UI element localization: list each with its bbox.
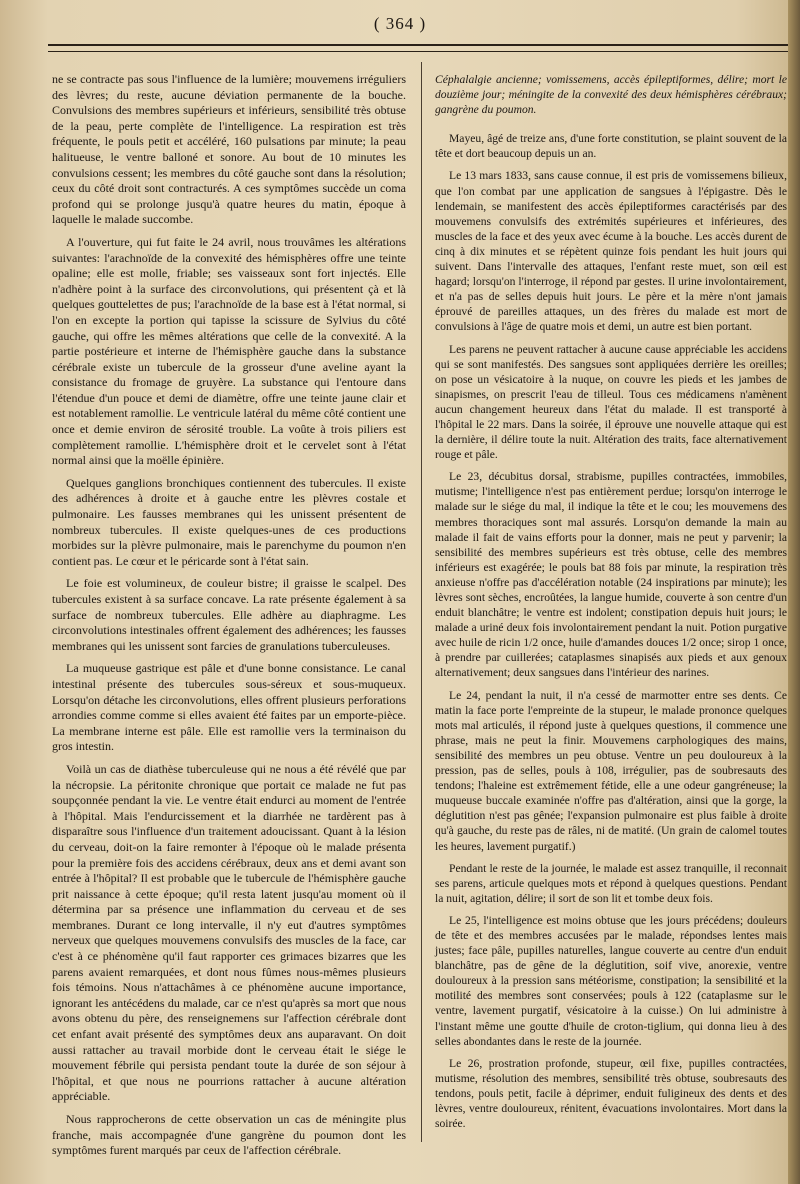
right-paragraph-8: Le 26, prostration profonde, stupeur, œil fixe, pupilles contractées, mutisme, résolution des membres, sensibilité très obtuse, soubresauts des tendons, pouls petit, facile à déprimer, enduit fuligineux des dents et des lèvres, ventre douloureux, rénitent, évacuations involontaires. Mort dans la soirée. <box>435 1056 787 1131</box>
case-summary: Céphalalgie ancienne; vomissemens, accès épileptiformes, délire; mort le douzième jour; méningite de la convexité des deux hémisphères cérébraux; gangrène du poumon. <box>435 73 787 117</box>
left-paragraph-2: A l'ouverture, qui fut faite le 24 avril, nous trouvâmes les altérations suivantes: l'arachnoïde de la convexité des hémisphères offre une teinte opaline; elle est molle, friable; ses vaisseaux sont fort injectés. Elle n'adhère point à la surface des circonvolutions, qui présentent çà et là quelques gouttelettes de pus; l'arachnoïde de la base est à l'état normal, si l'on en excepte la portion qui tapisse la scissure de Sylvius du côté gauche, qui offre les mêmes altérations que celle de la convexité. A la partie postérieure et interne de l'hémisphère gauche dans la substance cérébrale existe un tubercule de la grosseur d'une aveline ayant la consistance du fromage de gruyère. La substance qui l'entoure dans l'étendue d'un pouce et demi de diamètre, offre une teinte jaune clair et est notablement ramollie. Le ventricule latéral du même côté contient une once et demie environ de sérosité trouble. La voûte à trois piliers est complètement ramollie. L'hémisphère droit et le cervelet sont à l'état normal ainsi que la moëlle épinière. <box>52 234 406 468</box>
header-rule <box>48 44 788 52</box>
page-edge <box>788 0 800 1184</box>
left-paragraph-5: La muqueuse gastrique est pâle et d'une bonne consistance. Le canal intestinal présente des tubercules sous-séreux et sous-muqueux. Lorsqu'on détache les circonvolutions, elles offrent plusieurs perforations arrondies comme comme si elles avaient été faites par un emporte-pièce. La membrane interne est pâle. Elle est ramollie vers la terminaison du gros intestin. <box>52 661 406 754</box>
left-column <box>52 72 406 1166</box>
right-paragraph-5: Le 24, pendant la nuit, il n'a cessé de marmotter entre ses dents. Ce matin la face porte l'empreinte de la stupeur, le malade prononce quelques mots mal articulés, il répond juste à quelques questions, il commence une phrase, mais ne peut la finir. Mouvemens carphologiques des mains, sensibilité des membres un peu obtuse. Ventre un peu douloureux à la pression, pas de selles, pouls à 108, irrégulier, pas de soubresauts des tendons; l'haleine est extrêmement fétide, elle a une odeur gangréneuse; la muqueuse buccale examinée n'offre pas d'altération, ainsi que la gorge, la déglutition n'est pas gênée; l'expansion pulmonaire est plus faible à droite qu'à gauche, du reste pas de râles, ni de matité. (Un grain de calomel toutes les heures, lavement purgatif.) <box>435 688 787 853</box>
right-paragraph-4: Le 23, décubitus dorsal, strabisme, pupilles contractées, immobiles, mutisme; l'intelligence n'est pas entièrement perdue; lorsqu'on interroge le malade sur le siége du mal, il indique la tête et le cou; les mouvemens des membres thoraciques sont mal assurés. Lorsqu'on demande la main au malade il fait de vains efforts pour la donner, mais ne peut y parvenir; la sensibilité des membres supérieurs est très obtuse, celle des membres inférieurs est exagérée; le pouls bat 88 fois par minute, la respiration très anxieuse n'offre pas d'accélération notable (24 inspirations par minute); les lèvres sont sèches, encroûtées, la langue humide, couverte à son centre d'un enduit blanchâtre; le ventre est indolent; constipation depuis huit jours; le malade a uriné deux fois involontairement pendant la nuit. Potion purgative avec huile de ricin 1/2 once, huile d'amandes douces 1/2 once; sirop 1 once, à prendre par cuillerées; cataplasmes sinapisés aux pieds et aux genoux alternativement; deux sangsues dans l'intérieur des narines. <box>435 470 787 680</box>
left-paragraph-1: ne se contracte pas sous l'influence de la lumière; mouvemens irréguliers des lèvres; du reste, aucune déviation permanente de la bouche. Convulsions des membres supérieurs et inférieurs, sensibilité très obtuse de la peau, perte complète de l'intelligence. La respiration est très fréquente, le pouls petit et accéléré, 160 pulsations par minute; la peau halitueuse, le ventre balloné et sonore. Au bout de 10 minutes les convulsions cessent; les membres du côté gauche sont dans la résolution; ceux du côté droit sont contracturés. A ces symptômes succède un coma profond qui se prolonge jusqu'à quatre heures du matin, époque à laquelle le malade succombe. <box>52 72 406 227</box>
page-number-header: ( 364 ) <box>373 14 427 33</box>
column-divider <box>421 62 422 1142</box>
left-paragraph-7: Nous rapprocherons de cette observation un cas de méningite plus franche, mais accompagnée d'une gangrène du poumon dont les symptômes furent marqués par ceux de l'affection cérébrale. <box>52 1112 406 1158</box>
right-paragraph-6: Pendant le reste de la journée, le malade est assez tranquille, il reconnait ses parens, articule quelques mots et répond à quelques questions. Pendant la nuit, agitation, délire; il sort de son lit et tombe deux fois. <box>435 861 787 905</box>
left-paragraph-4: Le foie est volumineux, de couleur bistre; il graisse le scalpel. Des tubercules existent à sa surface concave. La rate présente également à sa surface de nombreux tubercules. Elle adhère au diaphragme. Les circonvolutions intestinales offrent également des adhérences; les fausses membranes qui les unissent sont farcies de granulations tuberculeuses. <box>52 576 406 653</box>
right-paragraph-1: Mayeu, âgé de treize ans, d'une forte constitution, se plaint souvent de la tête et dort beaucoup depuis un an. <box>435 132 787 161</box>
right-paragraph-3: Les parens ne peuvent rattacher à aucune cause appréciable les accidens qui se sont manifestés. Des sangsues sont appliquées derrière les oreilles; on pose un vésicatoire à la nuque, on couvre les pieds et les jambes de sinapismes, on prescrit l'eau de tilleul. Tous ces médicamens n'amènent aucun changement heureux dans l'état du malade. Il est transporté à l'hôpital le 22 mars. Dans la soirée, il éprouve une nouvelle attaque qui est la dernière, il délire toute la nuit. Altération des traits, face alternativement rouge et pâle. <box>435 342 787 462</box>
right-paragraph-7: Le 25, l'intelligence est moins obtuse que les jours précédens; douleurs de tête et des membres accusées par le malade, répondses lentes mais justes; face pâle, pupilles naturelles, langue couverte au centre d'un enduit blanchâtre, pas de gêne de la déglutition, soif vive, anorexie, ventre douloureux à la pression sans météorisme, constipation; la sensibilité et la motilité des membres sont conservées; pouls à 122 (cataplasme sur le ventre, lavement purgatif, vésicatoire à la cuisse.) On lui administre à l'instant même une goutte d'huile de croton-tiglium, qui donna lieu à des selles abondantes dans le reste de la journée. <box>435 913 787 1048</box>
left-paragraph-3: Quelques ganglions bronchiques contiennent des tubercules. Il existe des adhérences à droite et à gauche entre les plèvres costale et pulmonaire. Les fausses membranes qui les unissent présentent de nombreux tubercules. Il existe quelques-unes de ces productions morbides sur la plèvre pulmonaire, mais le parenchyme du poumon n'en contient pas. Le cœur et le péricarde sont à l'état sain. <box>52 475 406 568</box>
right-paragraph-2: Le 13 mars 1833, sans cause connue, il est pris de vomissemens bilieux, que l'on combat par une application de sangsues à l'épigastre. Dès le lendemain, se manifestent des accès épileptiformes caractérisés par des mouvemens convulsifs des extrémités supérieures et inférieures, des muscles de la face et des yeux avec écume à la bouche. Les accès durent de cinq à dix minutes et se répètent quinze fois pendant les huit jours qui suivent. Dans l'intervalle des attaques, l'enfant reste muet, son œil est hagard; lorsqu'on l'interroge, il répond par gestes. Il urine involontairement, et n'a pas de selles depuis huit jours. Le père et la mère n'ont jamais éprouvé de pareilles attaques, un des frères du malade est mort de convulsions à l'âge de quatre mois et demi, un autre est bien portant. <box>435 169 787 334</box>
left-paragraph-6: Voilà un cas de diathèse tuberculeuse qui ne nous a été révélé que par la nécropsie. La péritonite chronique que portait ce malade ne fut pas soupçonnée pendant la vie. Le ventre était endurci au moment de l'entrée à l'hôpital. Mais l'endurcissement et la diarrhée ne tardèrent pas à disparaître sous l'influence d'un traitement adoucissant. Quant à la lésion du cerveau, doit-on la faire remonter à l'époque où le malade présenta pour la première fois des accidens cérébraux, deux ans et demi avant son entrée à l'hôpital? Il est probable que le tubercule de l'hémisphère gauche prit naissance à cette époque; qu'il resta latent jusqu'au moment où il détermina par sa présence une inflammation du cerveau et de ses membranes. Durant ce long intervalle, il n'y eut d'autres symptômes nerveux que quelques mouvemens convulsifs des muscles de la face, car c'est à ce phénomène qu'il faut rapporter ces grimaces bizarres que les parens avaient remarquées, et dont nous fûmes nous-mêmes plusieurs fois témoins. Nous n'attachâmes à ce phénomène aucune importance, ignorant les antécédens du malade, car ce n'est qu'après sa mort que nous avons obtenu du père, des renseignemens sur l'affection cérébrale dont cet enfant avait présenté des symptômes deux ans auparavant. On doit aussi rattacher au travail morbide dont le cerveau était le siége le mouvement fébrile qui persista pendant toute la durée de son séjour à l'hôpital, et que nous ne pourrions rattacher à aucune altération appréciable. <box>52 761 406 1104</box>
right-column <box>435 72 787 1138</box>
